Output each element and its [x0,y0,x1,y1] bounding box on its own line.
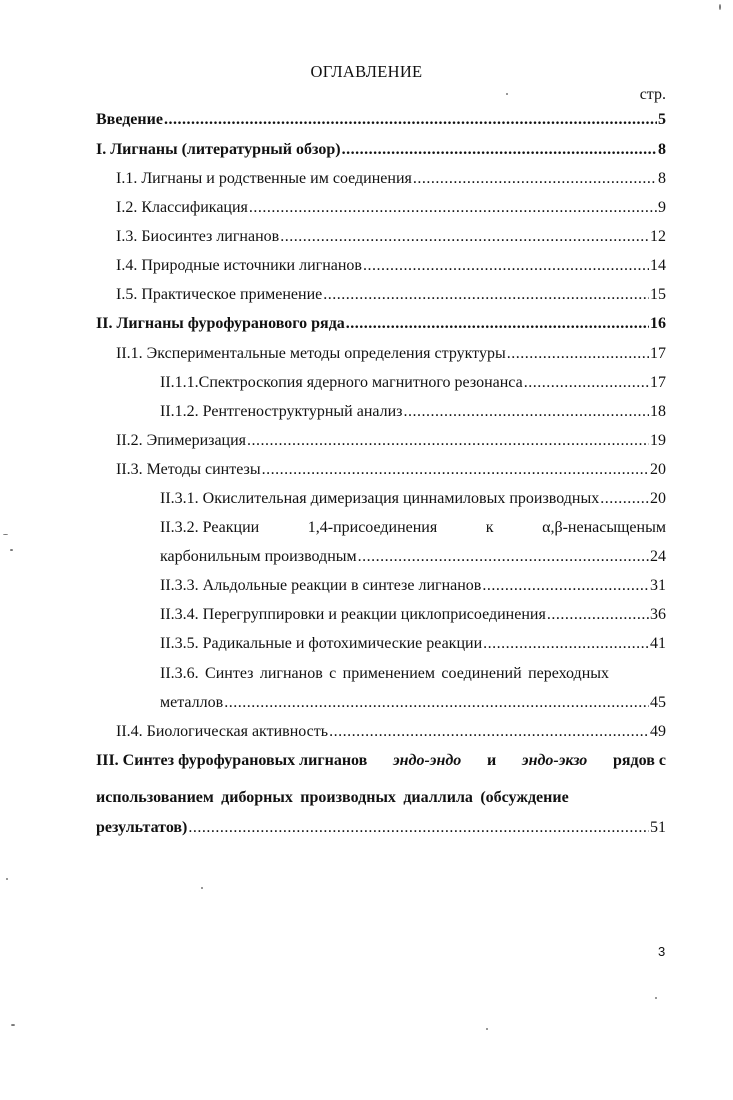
toc-entry-2-3-6-line1[interactable]: II.3.6. Синтез лигнанов с применением соединений переходных [160,665,610,682]
toc-title: I. Лигнаны (литературный обзор) [96,141,341,158]
toc-page: 8 [658,141,666,158]
leader-dots [280,226,649,248]
toc-title-continued: результатов) [96,819,188,836]
scan-speck [655,997,657,999]
toc-page: 20 [650,461,666,478]
scan-speck [201,887,203,889]
leader-dots [323,284,649,306]
toc-entry-2-3-3[interactable] [160,575,666,597]
toc-entry-1-2[interactable] [116,197,666,219]
toc-title: II.3.5. Радикальные и фотохимические реакции [160,635,483,652]
toc-title: II.3. Методы синтезы [116,461,261,478]
toc-title: I.4. Природные источники лигнанов [116,257,362,274]
leader-dots [346,313,649,335]
toc-title: I.3. Биосинтез лигнанов [116,228,280,245]
toc-word-italic: эндо-эндо [393,752,462,769]
toc-entry-1-4[interactable] [116,255,666,277]
toc-page: 14 [650,257,666,274]
toc-title-continued: карбонильным производным [160,548,357,565]
toc-title: II.2. Эпимеризация [116,432,247,449]
toc-entry-section-3-line1[interactable] [96,750,666,772]
toc-page: 36 [650,606,666,623]
leader-dots [164,109,657,131]
leader-dots [224,692,649,714]
scan-speck [10,549,13,551]
toc-page: 8 [658,170,666,187]
toc-entry-2-3-2[interactable] [160,546,666,568]
scan-speck [486,1028,488,1030]
toc-word: α,β-ненасыщеным [542,519,666,536]
toc-title: II. Лигнаны фурофуранового ряда [96,315,345,332]
toc-entry-2-3-1[interactable] [160,488,666,510]
leader-dots [524,372,649,394]
leader-dots [547,604,649,626]
toc-word: и [486,752,497,769]
toc-entry-2-1[interactable] [116,343,666,365]
toc-title: Введение [96,111,163,128]
leader-dots [507,343,649,365]
toc-entry-section-2[interactable] [96,313,666,335]
leader-dots [483,633,649,655]
leader-dots [363,255,649,277]
toc-page: 9 [658,199,666,216]
toc-entry-1-3[interactable] [116,226,666,248]
toc-title: II.1. Экспериментальные методы определения структуры [116,345,506,362]
toc-entry-2-3-4[interactable] [160,604,666,626]
toc-entry-2-3-2-line1[interactable] [160,517,666,539]
toc-page: 17 [650,374,666,391]
toc-page: 24 [650,548,666,565]
toc-entry-1-1[interactable] [116,168,666,190]
page-title: ОГЛАВЛЕНИЕ [310,62,423,81]
toc-page: 41 [650,635,666,652]
leader-dots [247,430,649,452]
toc-page: 20 [650,490,666,507]
toc-title: I.5. Практическое применение [116,286,323,303]
scan-speck [506,93,508,95]
leader-dots [249,197,657,219]
page-column-label: стр. [639,86,666,103]
toc-title: II.3.1. Окислительная димеризация циннамиловых производных [160,490,600,507]
leader-dots [329,721,649,743]
leader-dots [600,488,649,510]
leader-dots [342,139,657,161]
toc-title-continued: металлов [160,694,224,711]
scan-speck [719,4,721,10]
toc-word: рядов с [613,752,666,769]
toc-entry-2-4[interactable] [116,721,666,743]
toc-page: 16 [650,315,666,332]
toc-word: 1,4-присоединения [307,519,438,536]
leader-dots [482,575,649,597]
toc-page: 31 [650,577,666,594]
toc-page: 18 [650,403,666,420]
toc-title: II.1.1.Спектроскопия ядерного магнитного резонанса [160,374,523,391]
toc-word: к [485,519,494,536]
toc-entry-2-2[interactable] [116,430,666,452]
scan-speck [3,534,8,535]
toc-title: I.1. Лигнаны и родственные им соединения [116,170,412,187]
toc-entry-2-1-1[interactable] [160,372,666,394]
toc-word: III. Синтез фурофурановых лигнанов [96,752,368,769]
toc-entry-section-3-line2[interactable]: использованием диборных производных диаллила (обсуждение [96,789,569,806]
toc-entry-intro[interactable] [96,109,666,131]
toc-entry-2-3-5[interactable] [160,633,666,655]
scan-speck [6,878,8,880]
toc-title: II.4. Биологическая активность [116,723,329,740]
leader-dots [403,401,649,423]
leader-dots [262,459,649,481]
toc-entry-section-3[interactable] [96,817,666,839]
toc-page: 5 [658,111,666,128]
toc-page: 49 [650,723,666,740]
leader-dots [413,168,657,190]
toc-title: I.2. Классификация [116,199,248,216]
toc-page: 17 [650,345,666,362]
toc-title: II.1.2. Рентгеноструктурный анализ [160,403,403,420]
toc-page: 19 [650,432,666,449]
page-number: 3 [658,944,666,959]
toc-entry-section-1[interactable] [96,139,666,161]
toc-entry-2-1-2[interactable] [160,401,666,423]
toc-page: 15 [650,286,666,303]
toc-page: 51 [650,819,666,836]
toc-entry-2-3-6[interactable] [160,692,666,714]
leader-dots [188,817,649,839]
toc-entry-2-3[interactable] [116,459,666,481]
toc-page: 45 [650,694,666,711]
toc-title: II.3.3. Альдольные реакции в синтезе лигнанов [160,577,482,594]
toc-title: II.3.4. Перегруппировки и реакции циклоприсоединения [160,606,546,623]
leader-dots [358,546,649,568]
toc-entry-1-5[interactable] [116,284,666,306]
toc-word-italic: эндо-экзо [521,752,588,769]
toc-page: 12 [650,228,666,245]
toc-word: II.3.2. Реакции [160,519,260,536]
scan-speck [11,1024,15,1026]
